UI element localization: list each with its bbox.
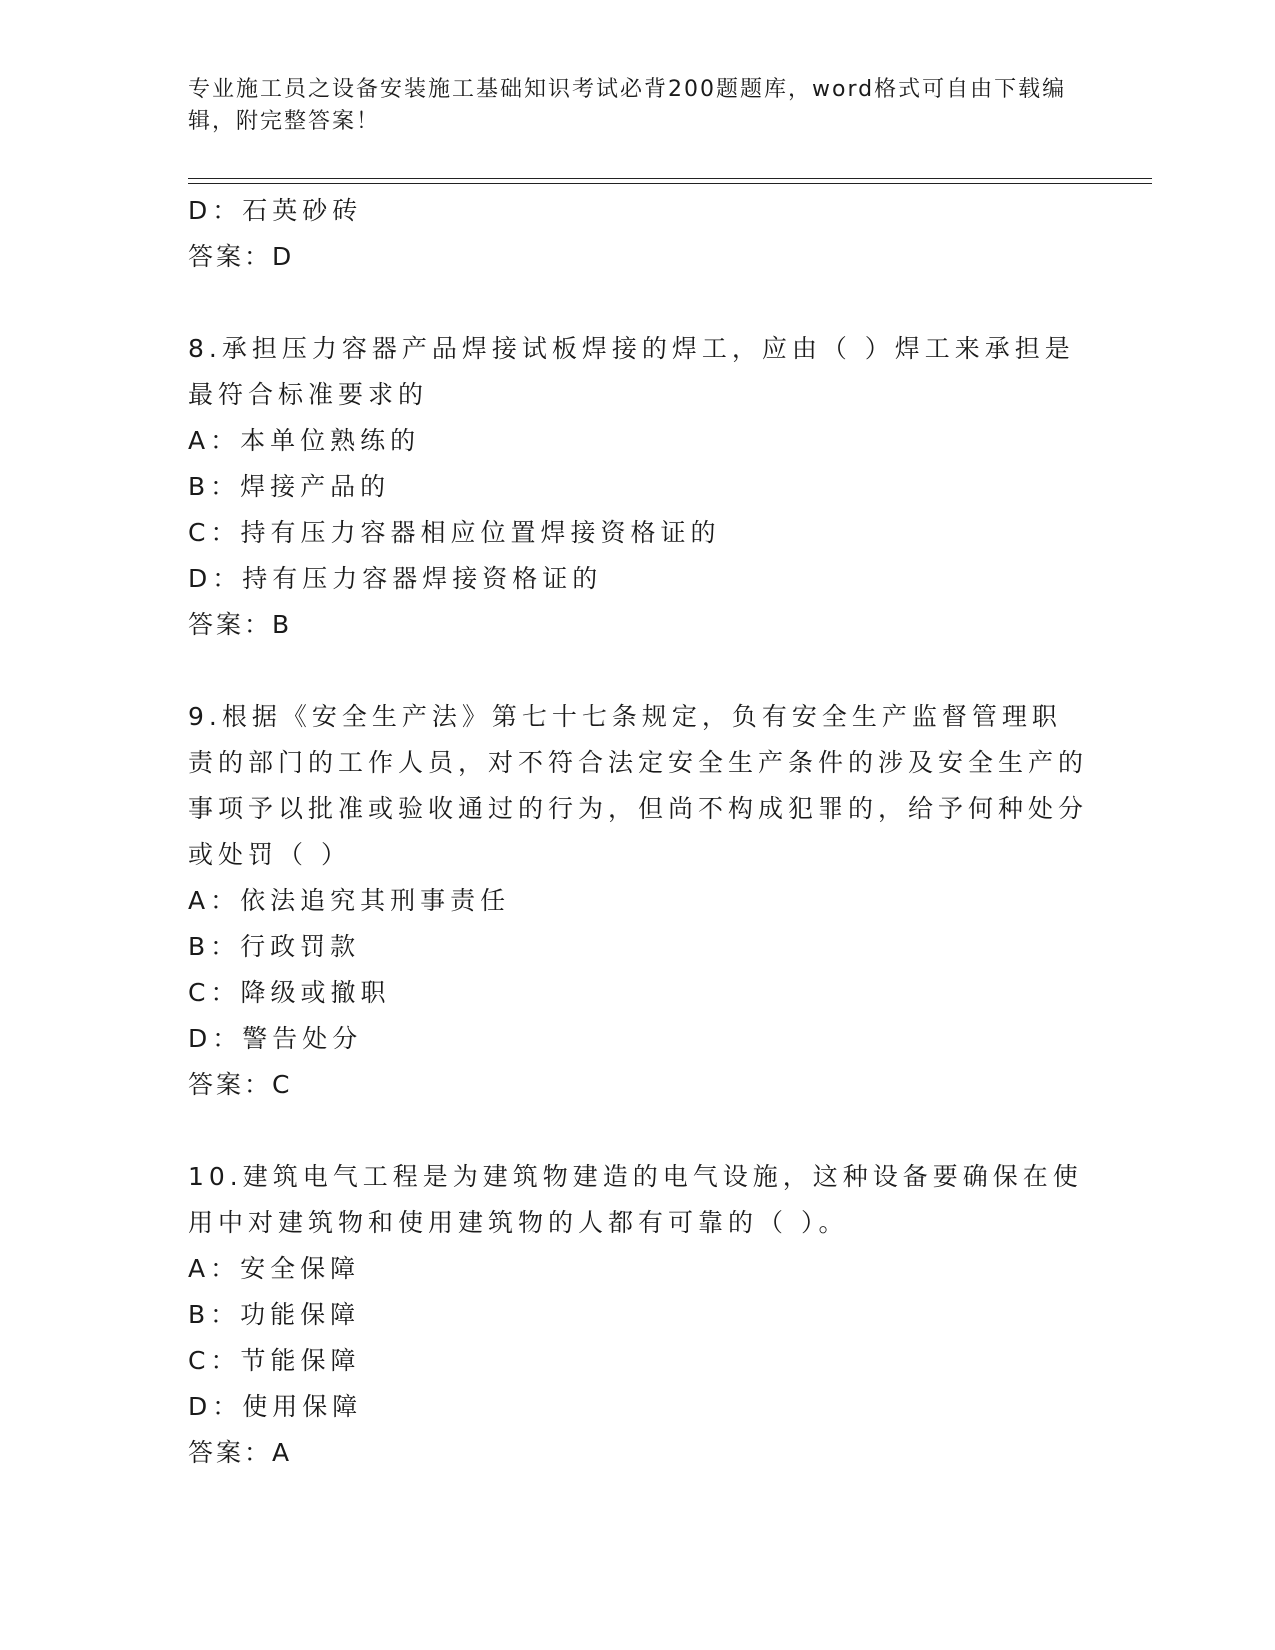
option-text: 节能保障 [240,1346,361,1375]
question-stem: 9.根据《安全生产法》第七十七条规定，负有安全生产监督管理职责的部门的工作人员，对不符合法定安全生产条件的涉及安全生产的事项予以批准或验收通过的行为，但尚不构成犯罪的，给予何种处分或处罚（ ） [188,702,1089,869]
option-text: 焊接产品的 [240,472,391,501]
answer-value: A [272,1438,293,1467]
option-text: 依法追究其刑事责任 [240,886,511,915]
option-text: 本单位熟练的 [240,426,421,455]
option-key: D： [188,1024,243,1053]
option-text: 行政罚款 [240,932,361,961]
question-10 [188,1154,1088,1476]
answer-label: 答案： [188,242,273,271]
option-key: C： [188,978,241,1007]
question-stem: 10.建筑电气工程是为建筑物建造的电气设施，这种设备要确保在使用中对建筑物和使用建筑物的人都有可靠的（ ）。 [188,1162,1083,1237]
header-title: 专业施工员之设备安装施工基础知识考试必背200题题库，word格式可自由下载编辑，附完整答案！ [188,77,1067,134]
option-key: A： [188,886,241,915]
option-a [188,878,1088,924]
answer-label: 答案： [188,1438,273,1467]
option-key: A： [188,1254,241,1283]
option-key: D： [188,564,243,593]
option-d [188,556,1088,602]
option-key: A： [188,426,241,455]
document-header [188,74,1088,138]
answer-line [188,602,1088,648]
option-c [188,1338,1088,1384]
option-d [188,1016,1088,1062]
option-a [188,1246,1088,1292]
question-continued [188,188,1088,280]
question-8 [188,326,1088,648]
option-key: D： [188,196,243,225]
option-text: 功能保障 [240,1300,361,1329]
option-a [188,418,1088,464]
option-b [188,924,1088,970]
spacer [188,1108,1088,1154]
question-9 [188,694,1088,1108]
answer-label: 答案： [188,1070,273,1099]
option-text: 使用保障 [242,1392,363,1421]
option-text: 石英砂砖 [242,196,363,225]
answer-line [188,234,1088,280]
option-text: 持有压力容器焊接资格证的 [242,564,603,593]
answer-value: B [272,610,293,639]
option-d [188,1384,1088,1430]
header-divider-bottom [188,183,1152,184]
option-text: 安全保障 [240,1254,361,1283]
answer-label: 答案： [188,610,273,639]
option-d [188,188,1088,234]
option-b [188,464,1088,510]
option-key: B： [188,1300,241,1329]
question-list [188,188,1088,1476]
option-key: B： [188,472,241,501]
option-text: 持有压力容器相应位置焊接资格证的 [240,518,721,547]
option-c [188,510,1088,556]
option-b [188,1292,1088,1338]
header-divider-top [188,178,1152,179]
option-text: 降级或撤职 [240,978,391,1007]
option-key: C： [188,518,241,547]
option-key: D： [188,1392,243,1421]
option-text: 警告处分 [242,1024,363,1053]
answer-value: D [272,242,295,271]
spacer [188,648,1088,694]
answer-line [188,1430,1088,1476]
answer-line [188,1062,1088,1108]
option-c [188,970,1088,1016]
question-stem: 8.承担压力容器产品焊接试板焊接的焊工，应由（ ）焊工来承担是最符合标准要求的 [188,334,1075,409]
spacer [188,280,1088,326]
option-key: C： [188,1346,241,1375]
answer-value: C [272,1070,293,1099]
option-key: B： [188,932,241,961]
